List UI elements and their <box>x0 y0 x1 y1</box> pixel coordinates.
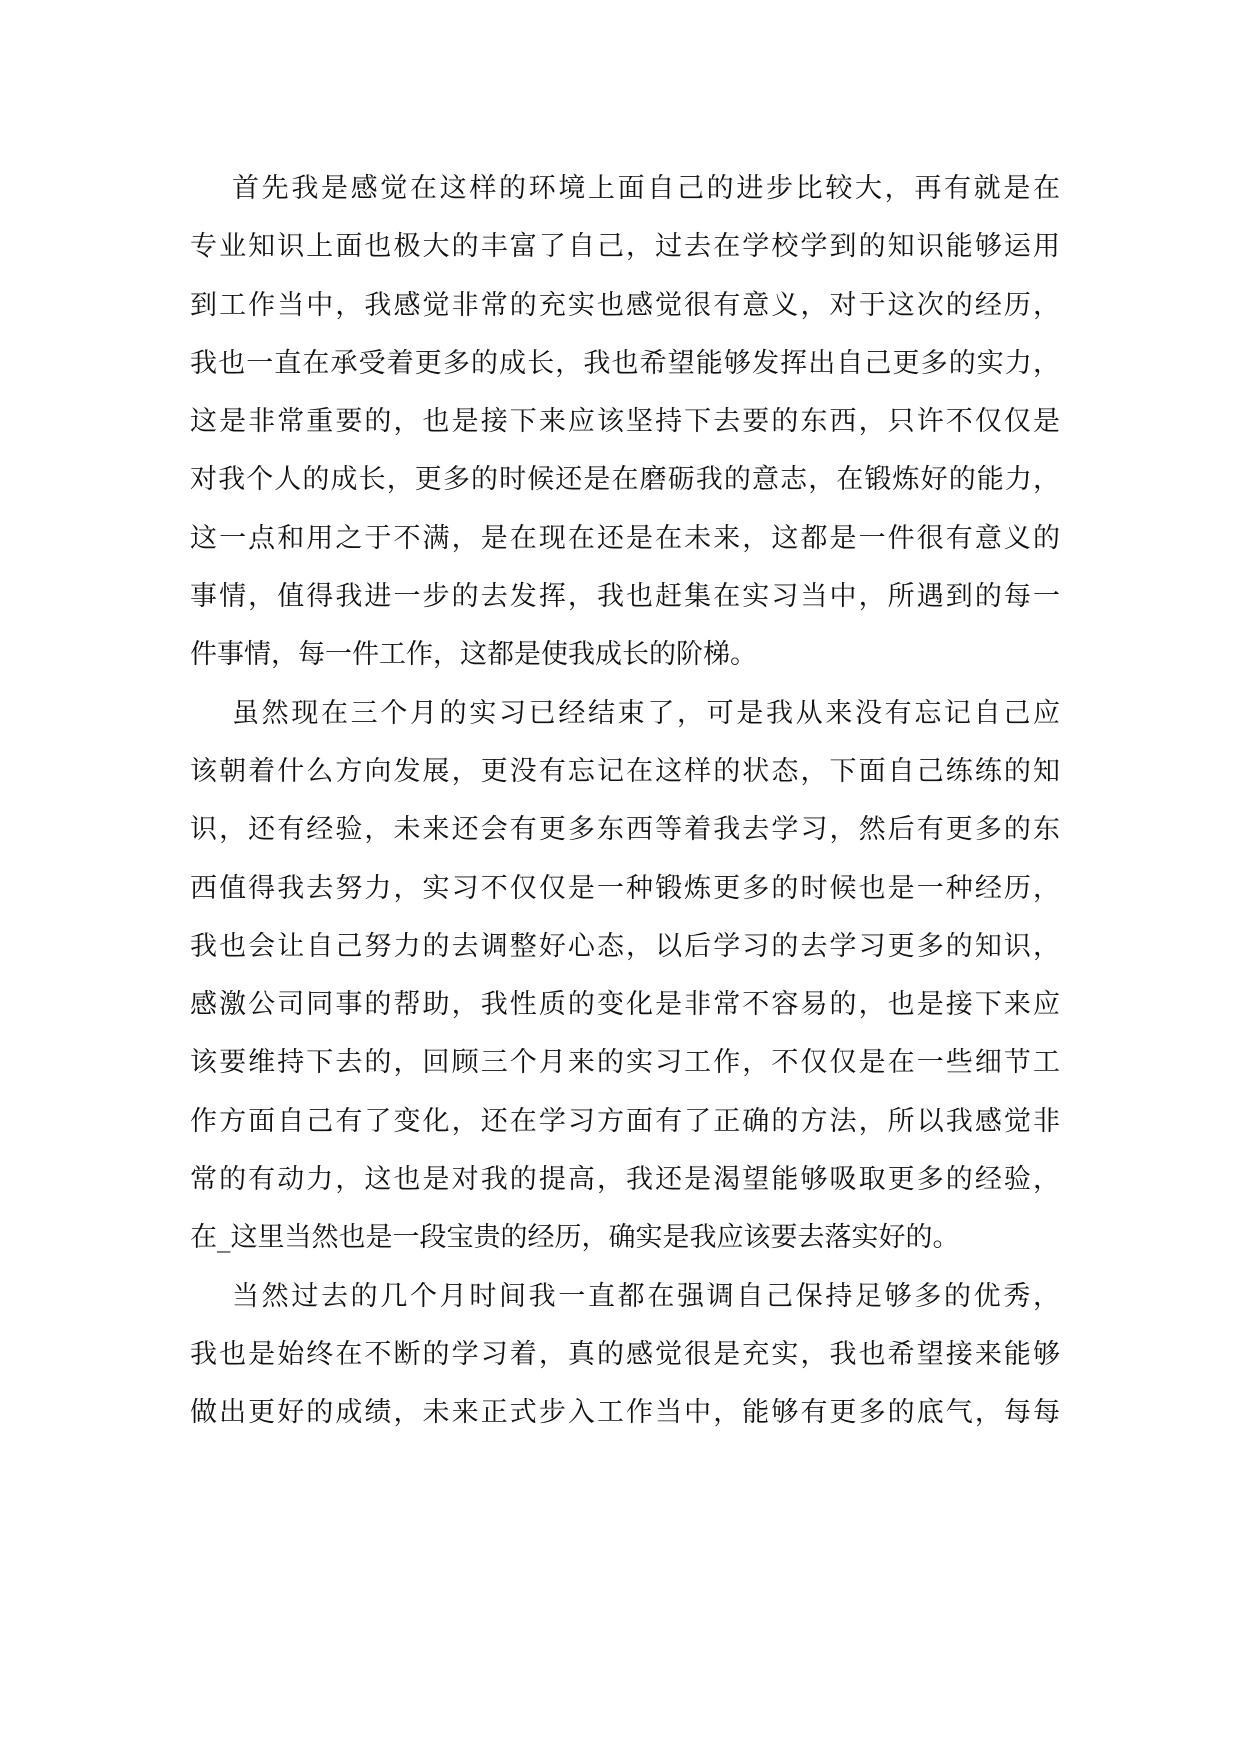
paragraph-3-line-1: 当然过去的几个月时间我一直都在强调自己保持足够多的优秀， <box>232 1280 1060 1312</box>
paragraph-2-line-7: 该要维持下去的，回顾三个月来的实习工作，不仅仅是在一些细节工 <box>190 1047 1060 1079</box>
paragraph-1-line-8: 事情，值得我进一步的去发挥，我也赶集在实习当中，所遇到的每一 <box>190 581 1060 613</box>
paragraph-2-line-5: 我也会让自己努力的去调整好心态，以后学习的去学习更多的知识， <box>190 930 1060 962</box>
paragraph-2-line-10: 在_这里当然也是一段宝贵的经历，确实是我应该要去落实好的。 <box>190 1222 960 1254</box>
paragraph-3-line-2: 我也是始终在不断的学习着，真的感觉很是充实，我也希望接来能够 <box>190 1338 1060 1370</box>
paragraph-2-line-3: 识，还有经验，未来还会有更多东西等着我去学习，然后有更多的东 <box>190 814 1060 846</box>
paragraph-2-line-6: 感激公司同事的帮助，我性质的变化是非常不容易的，也是接下来应 <box>190 989 1060 1021</box>
paragraph-2-line-9: 常的有动力，这也是对我的提高，我还是渴望能够吸取更多的经验， <box>190 1164 1060 1196</box>
paragraph-2-line-2: 该朝着什么方向发展，更没有忘记在这样的状态，下面自己练练的知 <box>190 755 1060 787</box>
paragraph-1-line-5: 这是非常重要的，也是接下来应该坚持下去要的东西，只许不仅仅是 <box>190 406 1060 438</box>
paragraph-1-line-7: 这一点和用之于不满，是在现在还是在未来，这都是一件很有意义的 <box>190 522 1060 554</box>
document-body <box>190 160 1060 1443</box>
paragraph-1-line-3: 到工作当中，我感觉非常的充实也感觉很有意义，对于这次的经历， <box>190 289 1060 321</box>
paragraph-2-line-1: 虽然现在三个月的实习已经结束了，可是我从来没有忘记自己应 <box>232 697 1060 729</box>
paragraph-2-line-8: 作方面自己有了变化，还在学习方面有了正确的方法，所以我感觉非 <box>190 1105 1060 1137</box>
paragraph-1-line-9: 件事情，每一件工作，这都是使我成长的阶梯。 <box>190 639 757 671</box>
paragraph-1-line-4: 我也一直在承受着更多的成长，我也希望能够发挥出自己更多的实力， <box>190 347 1060 379</box>
paragraph-1-line-6: 对我个人的成长，更多的时候还是在磨砺我的意志，在锻炼好的能力， <box>190 464 1060 496</box>
paragraph-2-line-4: 西值得我去努力，实习不仅仅是一种锻炼更多的时候也是一种经历， <box>190 872 1060 904</box>
paragraph-1-line-2: 专业知识上面也极大的丰富了自己，过去在学校学到的知识能够运用 <box>190 231 1060 263</box>
paragraph-1-line-1: 首先我是感觉在这样的环境上面自己的进步比较大，再有就是在 <box>232 173 1060 204</box>
paragraph-3-line-3: 做出更好的成绩，未来正式步入工作当中，能够有更多的底气，每每 <box>190 1397 1060 1429</box>
